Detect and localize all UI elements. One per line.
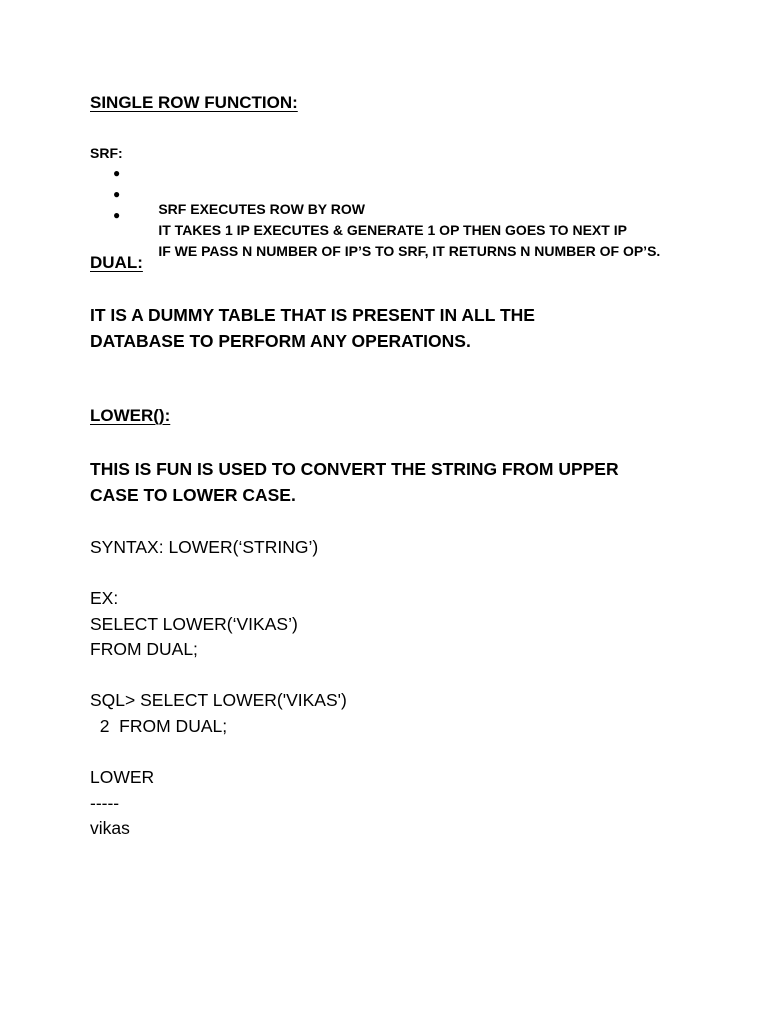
srf-label: SRF: — [90, 145, 123, 161]
lower-description-line: CASE TO LOWER CASE. — [90, 485, 296, 505]
example-code-line: FROM DUAL; — [90, 639, 198, 659]
sql-session-line: 2 FROM DUAL; — [90, 716, 228, 736]
heading-dual: DUAL: — [90, 253, 143, 272]
syntax-line: SYNTAX: LOWER(‘STRING’) — [90, 537, 319, 557]
example-label: EX: — [90, 588, 119, 608]
result-separator: ----- — [90, 793, 120, 813]
sql-session-line: SQL> SELECT LOWER('VIKAS') — [90, 690, 347, 710]
bullet-text: IT TAKES 1 IP EXECUTES & GENERATE 1 OP THEN GOES TO NEXT IP — [158, 222, 627, 238]
heading-lower: LOWER(): — [90, 406, 171, 425]
result-column-header: LOWER — [90, 767, 155, 787]
heading-single-row-function: SINGLE ROW FUNCTION: — [90, 93, 298, 112]
bullet-text: IF WE PASS N NUMBER OF IP’S TO SRF, IT RETURNS N NUMBER OF OP’S. — [158, 243, 661, 259]
example-code-line: SELECT LOWER(‘VIKAS’) — [90, 614, 298, 634]
bullet-text: SRF EXECUTES ROW BY ROW — [158, 201, 365, 217]
dual-description-line: DATABASE TO PERFORM ANY OPERATIONS. — [90, 331, 471, 351]
bullet-icon: ● — [113, 166, 121, 180]
list-item — [113, 164, 660, 217]
lower-description-line: THIS IS FUN IS USED TO CONVERT THE STRING FROM UPPER — [90, 459, 619, 479]
result-value: vikas — [90, 818, 130, 838]
srf-bullet-list — [113, 164, 661, 259]
bullet-icon: ● — [113, 187, 121, 201]
dual-description-line: IT IS A DUMMY TABLE THAT IS PRESENT IN ALL THE — [90, 305, 535, 325]
bullet-icon: ● — [113, 208, 121, 222]
